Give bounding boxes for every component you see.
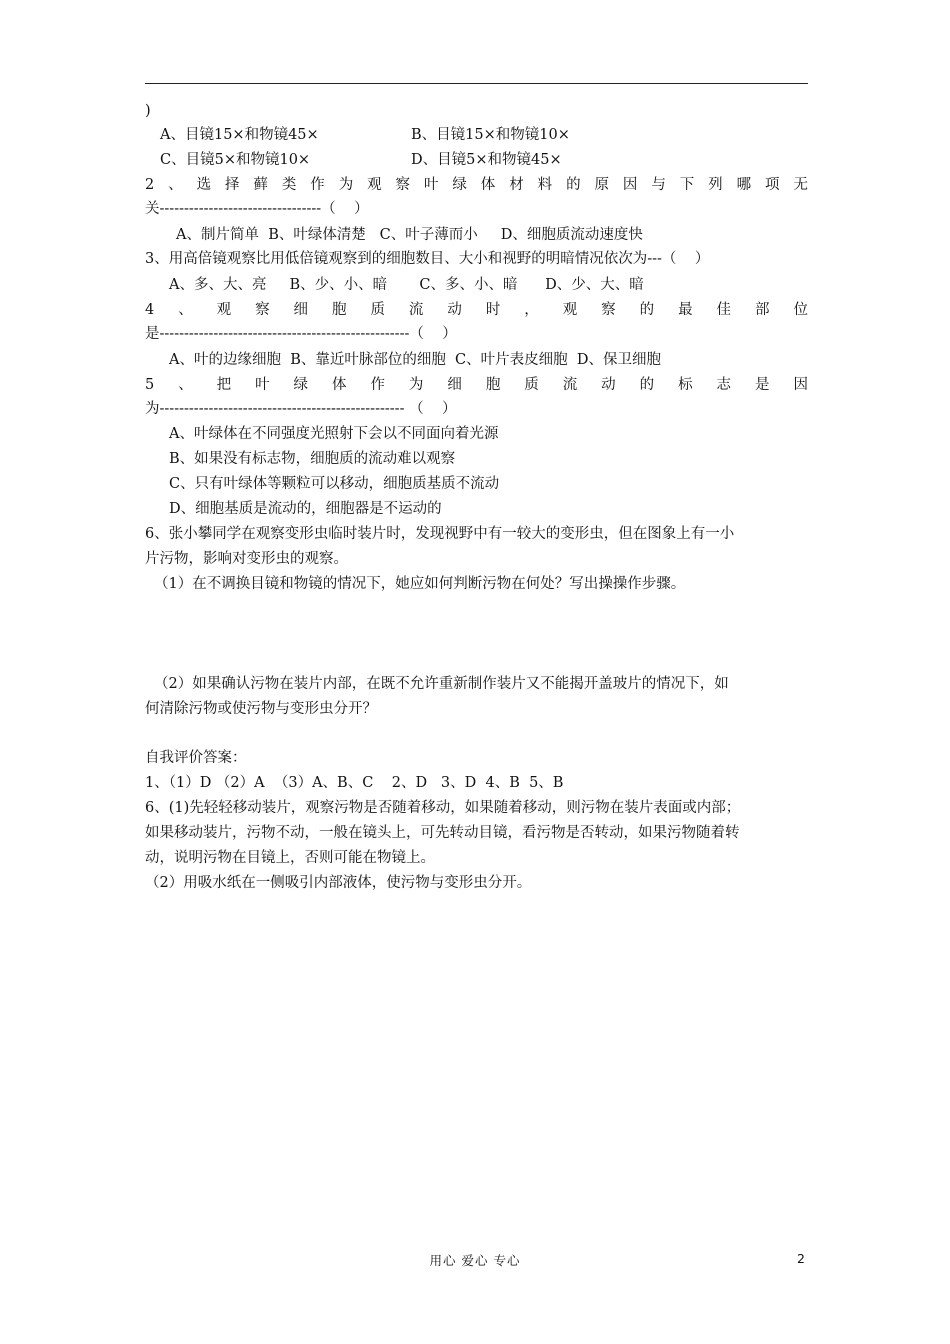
q5-question-char: 流 <box>562 377 578 393</box>
q6-question-line1: 6、张小攀同学在观察变形虫临时装片时，发现视野中有一较大的变形虫，但在图象上有一小 <box>145 526 735 542</box>
q1-option-b: B、目镜15×和物镜10× <box>411 127 570 143</box>
q5-option-a: A、叶绿体在不同强度光照射下会以不同面向着光源 <box>169 426 499 442</box>
q4-options: A、叶的边缘细胞 B、靠近叶脉部位的细胞 C、叶片表皮细胞 D、保卫细胞 <box>169 352 661 368</box>
q2-question-char: 观 <box>367 177 382 193</box>
q5-question-char: 为 <box>408 377 424 393</box>
q5-question-char: 5 <box>145 377 155 393</box>
q2-question-char: 、 <box>168 177 183 193</box>
q1-option-c: C、目镜5×和物镜10× <box>160 152 311 168</box>
q5-question-char: 质 <box>524 377 539 393</box>
q5-question-line <box>145 376 808 394</box>
q5-question-char: 胞 <box>485 377 501 393</box>
answer-q6-line4: （2）用吸水纸在一侧吸引内部液体，使污物与变形虫分开。 <box>145 875 532 891</box>
q5-question-char: 标 <box>678 377 693 393</box>
q2-question-char: 与 <box>651 177 666 193</box>
q3-options: A、多、大、亮 B、少、小、暗 C、多、小、暗 D、少、大、暗 <box>169 277 644 293</box>
q5-question-char: 动 <box>601 377 616 393</box>
answers-q1-5: 1、（1）D （2）A （3）A、B、C 2、D 3、D 4、B 5、B <box>145 775 564 791</box>
q2-question-char: 的 <box>566 177 581 193</box>
q4-question-char: 动 <box>447 302 462 318</box>
q2-question-char: 类 <box>281 177 297 193</box>
q4-question-char: 部 <box>754 302 770 318</box>
q5-option-b: B、如果没有标志物，细胞质的流动难以观察 <box>169 451 456 467</box>
q4-question-char: 佳 <box>716 302 732 318</box>
q6-sub-question-1: （1）在不调换目镜和物镜的情况下，她应如何判断污物在何处？写出操操作步骤。 <box>154 576 686 592</box>
q4-question-char: 位 <box>793 302 808 318</box>
q4-question-char: 胞 <box>332 302 347 318</box>
q2-question-char: 哪 <box>736 177 752 193</box>
q4-question-char: 、 <box>178 302 193 318</box>
q2-question-char: 为 <box>338 177 354 193</box>
q5-question-char: 的 <box>639 377 655 393</box>
q5-question-char: 因 <box>793 377 808 393</box>
q6-sub-question-2-line1: （2）如果确认污物在装片内部，在既不允许重新制作装片又不能揭开盖玻片的情况下，如 <box>154 676 729 692</box>
q4-question-char: 观 <box>216 302 232 318</box>
footer-motto: 用心 爱心 专心 <box>429 1253 521 1268</box>
q5-question-char: 是 <box>754 377 770 393</box>
q2-question-char: 藓 <box>253 177 268 193</box>
q5-question-char: 绿 <box>293 377 309 393</box>
q5-question-char: 叶 <box>255 377 270 393</box>
q2-question-char: 料 <box>537 177 553 193</box>
q2-question-char: 无 <box>793 177 808 193</box>
answer-q6-line3: 动，说明污物在目镜上，否则可能在物镜上。 <box>145 850 435 866</box>
q5-question-char: 把 <box>216 377 232 393</box>
q2-question-char: 材 <box>509 177 524 193</box>
q6-question-line2: 片污物，影响对变形虫的观察。 <box>145 551 348 567</box>
q5-question-char: 体 <box>332 377 347 393</box>
q5-question-char: 、 <box>178 377 193 393</box>
q4-question-char: 观 <box>562 302 578 318</box>
q5-question-char: 志 <box>716 377 732 393</box>
q4-question-char: 时 <box>485 302 501 318</box>
q5-question-char: 细 <box>447 377 462 393</box>
q2-question-char: 择 <box>225 177 240 193</box>
q1-closing-paren: ) <box>145 103 151 119</box>
q4-question-char: 最 <box>678 302 693 318</box>
q5-question-char: 作 <box>370 377 385 393</box>
q2-question-char: 2 <box>145 177 155 193</box>
q4-question-char: 察 <box>255 302 270 318</box>
q4-question-char: 流 <box>408 302 424 318</box>
header-rule <box>145 83 808 84</box>
q4-question-tail: 是---------------------------------------------------（ ） <box>145 326 457 342</box>
q2-question-tail: 关---------------------------------（ ） <box>145 201 369 217</box>
q2-options: A、制片简单 B、叶绿体清楚 C、叶子薄而小 D、细胞质流动速度快 <box>176 227 643 243</box>
q2-question-char: 察 <box>395 177 411 193</box>
q2-question-char: 叶 <box>423 177 439 193</box>
q3-question: 3、用高倍镜观察比用低倍镜观察到的细胞数目、大小和视野的明暗情况依次为---（ ） <box>145 251 710 267</box>
q2-question-char: 项 <box>765 177 780 193</box>
q1-option-d: D、目镜5×和物镜45× <box>411 152 562 168</box>
page-number: 2 <box>797 1251 805 1266</box>
q4-question-char: 4 <box>145 302 155 318</box>
q5-option-d: D、细胞基质是流动的，细胞器是不运动的 <box>169 501 442 517</box>
q4-question-char: 的 <box>639 302 655 318</box>
q5-option-c: C、只有叶绿体等颗粒可以移动，细胞质基质不流动 <box>169 476 500 492</box>
q2-question-char: 绿 <box>452 177 467 193</box>
q4-question-char: 质 <box>370 302 385 318</box>
q2-question-char: 原 <box>594 177 609 193</box>
q4-question-char: 细 <box>293 302 309 318</box>
answer-q6-line2: 如果移动装片，污物不动，一般在镜头上，可先转动目镜，看污物是否转动，如果污物随着转 <box>145 825 740 841</box>
q2-question-char: 作 <box>310 177 325 193</box>
q2-question-line <box>145 176 808 194</box>
q2-question-char: 下 <box>679 177 695 193</box>
q5-question-tail: 为-------------------------------------------------- （ ） <box>145 401 457 417</box>
q2-question-char: 选 <box>196 177 212 193</box>
answers-title: 自我评价答案： <box>145 750 247 766</box>
q2-question-char: 体 <box>480 177 496 193</box>
q4-question-line <box>145 301 808 319</box>
q4-question-char: 察 <box>601 302 616 318</box>
q2-question-char: 因 <box>622 177 638 193</box>
q4-question-char: ， <box>524 302 539 318</box>
answer-q6-line1: 6、(1)先轻轻移动装片，观察污物是否随着移动，如果随着移动，则污物在装片表面或内部； <box>145 800 741 816</box>
q2-question-char: 列 <box>708 177 723 193</box>
q6-sub-question-2-line2: 何清除污物或使污物与变形虫分开？ <box>145 701 377 717</box>
q1-option-a: A、目镜15×和物镜45× <box>160 127 319 143</box>
